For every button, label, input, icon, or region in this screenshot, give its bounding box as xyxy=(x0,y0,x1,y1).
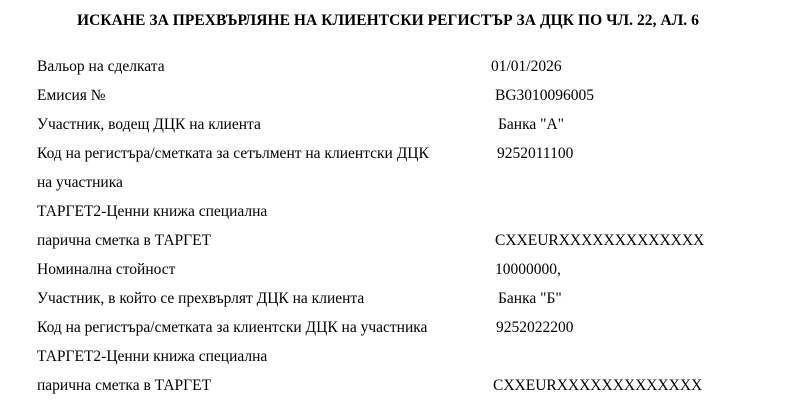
form-row-value-date xyxy=(0,58,805,87)
form-row-target-target-cash-account xyxy=(0,377,805,406)
field-label: Вальор на сделката xyxy=(37,58,165,75)
form-row-nominal-value xyxy=(0,261,805,290)
field-label: парична сметка в ТАРГЕТ xyxy=(37,232,212,249)
field-label: Участник, водещ ДЦК на клиента xyxy=(37,116,261,133)
form-row-target-target2-account xyxy=(0,348,805,377)
document-title: ИСКАНЕ ЗА ПРЕХВЪРЛЯНЕ НА КЛИЕНТСКИ РЕГИСТЪР ЗА ДЦК ПО ЧЛ. 22, АЛ. 6 xyxy=(77,12,699,29)
form-row-source-target2-account xyxy=(0,203,805,232)
field-value: CXXEURXXXXXXXXXXXXX xyxy=(495,232,705,249)
field-label: ТАРГЕТ2-Ценни книжа специална xyxy=(37,203,268,220)
field-value: BG3010096005 xyxy=(495,87,595,104)
field-value: 9252011100 xyxy=(497,145,574,162)
field-label: Емисия № xyxy=(37,87,106,104)
field-label: ТАРГЕТ2-Ценни книжа специална xyxy=(37,348,268,365)
field-value: Банка "А" xyxy=(498,116,564,133)
form-row-source-target-cash-account xyxy=(0,232,805,261)
form-row-issue-number xyxy=(0,87,805,116)
field-value: 9252022200 xyxy=(496,319,574,336)
form-row-source-register-code xyxy=(0,145,805,174)
form-row-source-register-code-continued xyxy=(0,174,805,203)
field-value: CXXEURXXXXXXXXXXXXX xyxy=(493,377,703,394)
form-row-target-participant xyxy=(0,290,805,319)
field-label: на участника xyxy=(37,174,123,191)
field-value: 01/01/2026 xyxy=(491,58,562,75)
field-label: Код на регистъра/сметката за клиентски ДЦК на участника xyxy=(37,319,428,336)
field-value: Банка "Б" xyxy=(498,290,562,307)
field-label: Номинална стойност xyxy=(37,261,176,278)
form-row-source-participant xyxy=(0,116,805,145)
field-label: парична сметка в ТАРГЕТ xyxy=(37,377,212,394)
field-label: Участник, в който се прехвърлят ДЦК на клиента xyxy=(37,290,365,307)
field-label: Код на регистъра/сметката за сетълмент на клиентски ДЦК xyxy=(37,145,429,162)
form-row-target-register-code xyxy=(0,319,805,348)
field-value: 10000000, xyxy=(495,261,561,278)
